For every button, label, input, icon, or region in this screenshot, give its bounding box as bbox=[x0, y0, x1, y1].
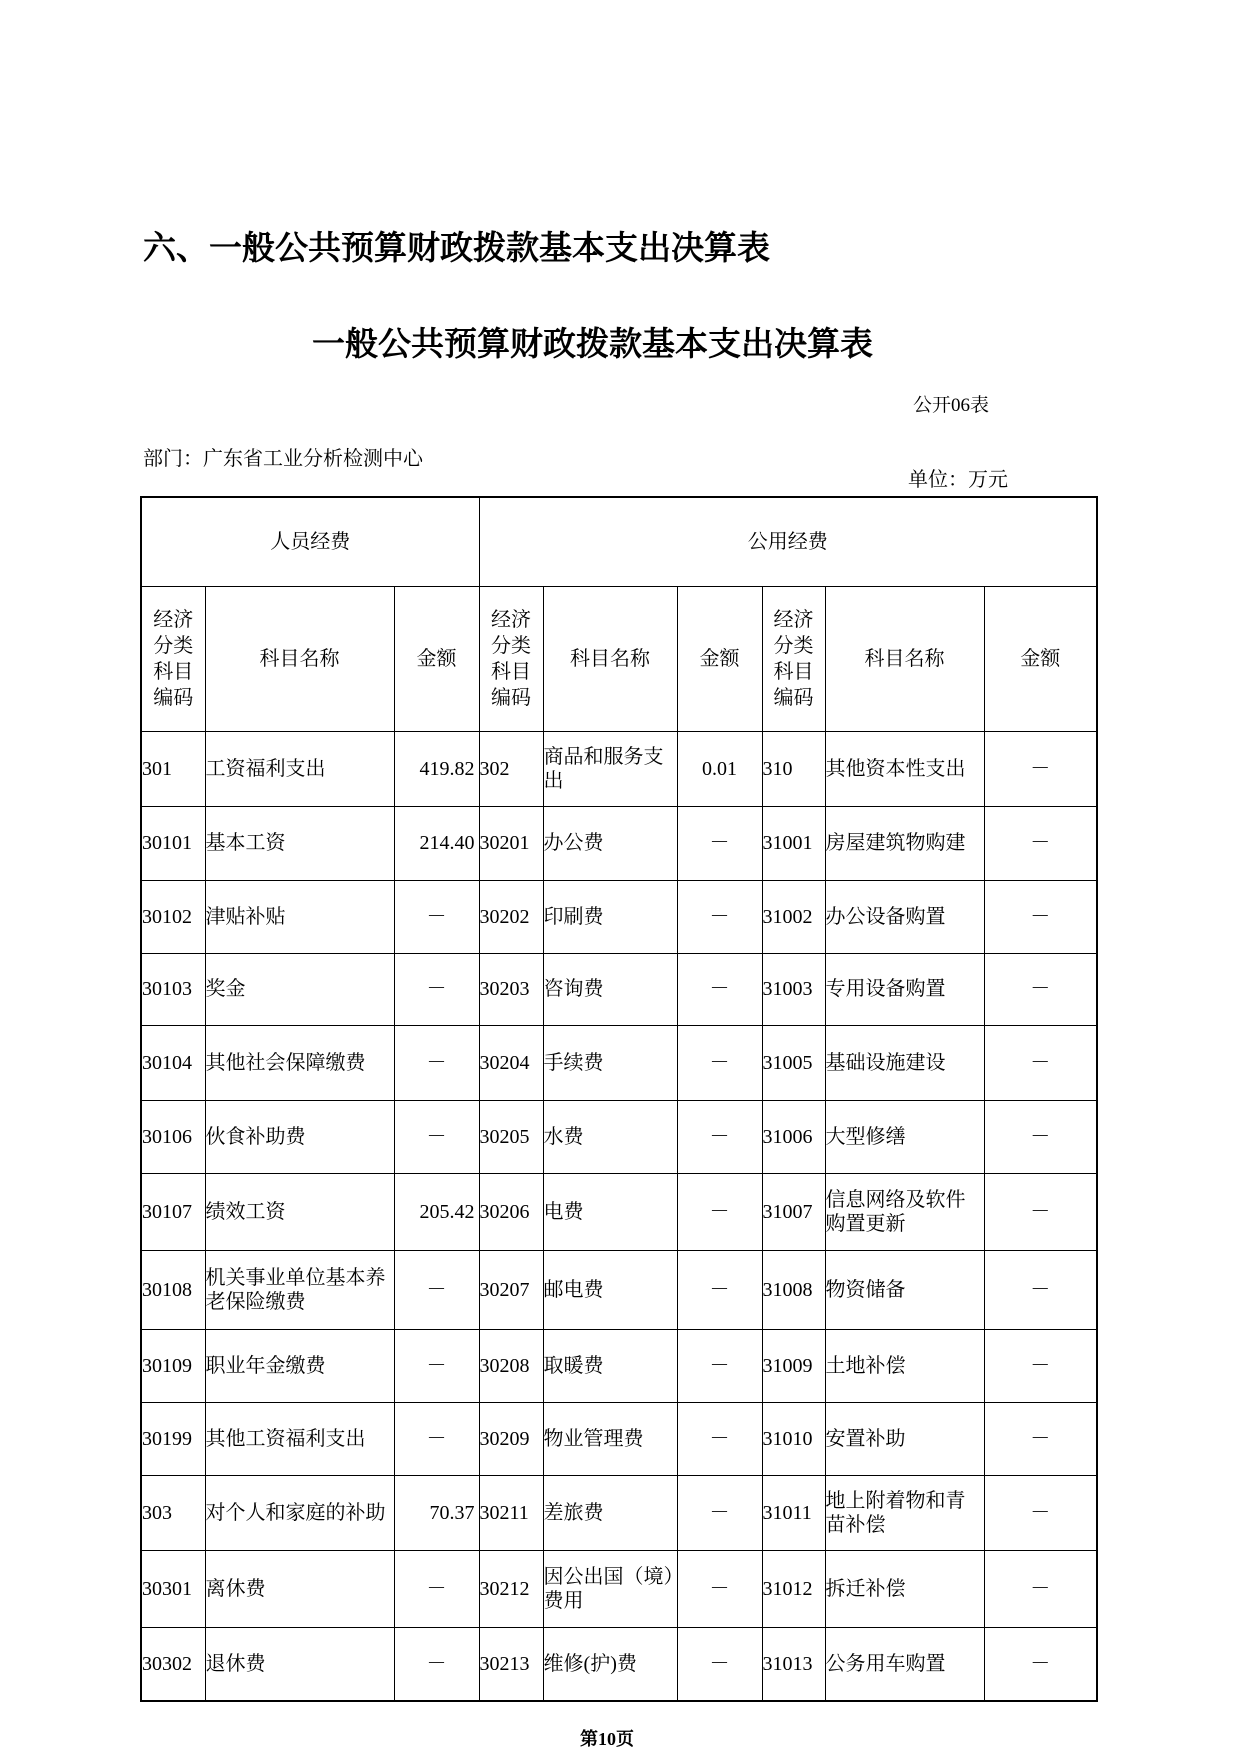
public-b-amount-cell: － bbox=[984, 1329, 1097, 1402]
public-b-name-cell: 专用设备购置 bbox=[825, 953, 984, 1025]
personnel-name-cell: 津贴补贴 bbox=[205, 880, 394, 953]
personnel-code-cell: 30102 bbox=[141, 880, 205, 953]
personnel-name-cell: 离休费 bbox=[205, 1550, 394, 1627]
public-b-name-cell: 信息网络及软件购置更新 bbox=[825, 1173, 984, 1250]
public-b-amount-cell: － bbox=[984, 731, 1097, 806]
table-row bbox=[141, 1402, 1097, 1475]
public-a-amount-cell: － bbox=[677, 1550, 762, 1627]
code-column-header bbox=[762, 586, 825, 731]
personnel-code-cell: 30103 bbox=[141, 953, 205, 1025]
public-b-name-cell: 基础设施建设 bbox=[825, 1025, 984, 1100]
public-b-name-cell: 其他资本性支出 bbox=[825, 731, 984, 806]
page-number: 第10页 bbox=[580, 1729, 634, 1749]
personnel-code-cell: 30302 bbox=[141, 1627, 205, 1701]
public-a-name-cell: 办公费 bbox=[543, 806, 677, 880]
personnel-amount-cell: － bbox=[394, 1100, 479, 1173]
public-a-code-cell: 30203 bbox=[479, 953, 543, 1025]
public-b-code-cell: 31001 bbox=[762, 806, 825, 880]
public-a-name-cell: 维修(护)费 bbox=[543, 1627, 677, 1701]
public-b-amount-cell: － bbox=[984, 1475, 1097, 1550]
public-b-code-cell: 31003 bbox=[762, 953, 825, 1025]
personnel-code-cell: 30108 bbox=[141, 1250, 205, 1329]
public-b-amount-cell: － bbox=[984, 1025, 1097, 1100]
public-b-code-cell: 31011 bbox=[762, 1475, 825, 1550]
public-b-code-cell: 31007 bbox=[762, 1173, 825, 1250]
personnel-code-cell: 30104 bbox=[141, 1025, 205, 1100]
public-a-name-cell: 水费 bbox=[543, 1100, 677, 1173]
personnel-amount-cell: － bbox=[394, 953, 479, 1025]
department-label: 部门：广东省工业分析检测中心 bbox=[143, 448, 423, 470]
public-a-code-cell: 30207 bbox=[479, 1250, 543, 1329]
public-b-code-cell: 31010 bbox=[762, 1402, 825, 1475]
public-a-amount-cell: － bbox=[677, 1402, 762, 1475]
public-a-name-cell: 印刷费 bbox=[543, 880, 677, 953]
public-a-code-cell: 30202 bbox=[479, 880, 543, 953]
code-column-header bbox=[479, 586, 543, 731]
public-a-amount-cell: － bbox=[677, 1250, 762, 1329]
table-row bbox=[141, 1025, 1097, 1100]
public-a-code-cell: 302 bbox=[479, 731, 543, 806]
public-a-code-cell: 30201 bbox=[479, 806, 543, 880]
amount-column-header: 金额 bbox=[984, 586, 1097, 731]
column-header-row bbox=[141, 586, 1097, 731]
personnel-code-cell: 301 bbox=[141, 731, 205, 806]
public-a-name-cell: 物业管理费 bbox=[543, 1402, 677, 1475]
personnel-amount-cell: － bbox=[394, 1329, 479, 1402]
public-a-name-cell: 咨询费 bbox=[543, 953, 677, 1025]
public-a-code-cell: 30209 bbox=[479, 1402, 543, 1475]
public-a-amount-cell: － bbox=[677, 1100, 762, 1173]
table-body bbox=[141, 731, 1097, 1701]
personnel-name-cell: 其他社会保障缴费 bbox=[205, 1025, 394, 1100]
table-title: 一般公共预算财政拨款基本支出决算表 bbox=[312, 324, 873, 363]
public-b-name-cell: 拆迁补偿 bbox=[825, 1550, 984, 1627]
personnel-amount-cell: － bbox=[394, 1025, 479, 1100]
personnel-code-cell: 30101 bbox=[141, 806, 205, 880]
personnel-name-cell: 伙食补助费 bbox=[205, 1100, 394, 1173]
table-row bbox=[141, 1475, 1097, 1550]
amount-column-header: 金额 bbox=[394, 586, 479, 731]
table-row bbox=[141, 1250, 1097, 1329]
personnel-name-cell: 工资福利支出 bbox=[205, 731, 394, 806]
public-b-code-cell: 31006 bbox=[762, 1100, 825, 1173]
personnel-amount-cell: 214.40 bbox=[394, 806, 479, 880]
table-row bbox=[141, 731, 1097, 806]
public-b-name-cell: 地上附着物和青苗补偿 bbox=[825, 1475, 984, 1550]
name-column-header: 科目名称 bbox=[205, 586, 394, 731]
table-row bbox=[141, 1173, 1097, 1250]
table-row bbox=[141, 880, 1097, 953]
public-a-amount-cell: － bbox=[677, 1627, 762, 1701]
public-b-name-cell: 房屋建筑物购建 bbox=[825, 806, 984, 880]
personnel-amount-cell: 205.42 bbox=[394, 1173, 479, 1250]
amount-column-header: 金额 bbox=[677, 586, 762, 731]
table-row bbox=[141, 1627, 1097, 1701]
public-b-name-cell: 安置补助 bbox=[825, 1402, 984, 1475]
public-b-amount-cell: － bbox=[984, 880, 1097, 953]
code-column-label: 经济分类科目编码 bbox=[153, 608, 194, 709]
public-b-name-cell: 大型修缮 bbox=[825, 1100, 984, 1173]
personnel-name-cell: 对个人和家庭的补助 bbox=[205, 1475, 394, 1550]
public-group-header: 公用经费 bbox=[479, 497, 1097, 586]
section-heading: 六、一般公共预算财政拨款基本支出决算表 bbox=[143, 228, 770, 267]
code-column-header bbox=[141, 586, 205, 731]
personnel-amount-cell: － bbox=[394, 1250, 479, 1329]
personnel-group-header: 人员经费 bbox=[141, 497, 479, 586]
personnel-amount-cell: － bbox=[394, 1550, 479, 1627]
public-a-name-cell: 电费 bbox=[543, 1173, 677, 1250]
personnel-name-cell: 机关事业单位基本养老保险缴费 bbox=[205, 1250, 394, 1329]
public-a-amount-cell: － bbox=[677, 1329, 762, 1402]
personnel-amount-cell: 419.82 bbox=[394, 731, 479, 806]
public-b-code-cell: 31002 bbox=[762, 880, 825, 953]
public-a-amount-cell: － bbox=[677, 1475, 762, 1550]
public-a-code-cell: 30208 bbox=[479, 1329, 543, 1402]
personnel-code-cell: 30107 bbox=[141, 1173, 205, 1250]
personnel-code-cell: 30199 bbox=[141, 1402, 205, 1475]
public-b-amount-cell: － bbox=[984, 953, 1097, 1025]
personnel-amount-cell: － bbox=[394, 1627, 479, 1701]
public-a-amount-cell: － bbox=[677, 806, 762, 880]
public-a-amount-cell: － bbox=[677, 1173, 762, 1250]
public-a-amount-cell: 0.01 bbox=[677, 731, 762, 806]
public-b-amount-cell: － bbox=[984, 1100, 1097, 1173]
public-a-name-cell: 手续费 bbox=[543, 1025, 677, 1100]
public-a-amount-cell: － bbox=[677, 953, 762, 1025]
personnel-amount-cell: － bbox=[394, 880, 479, 953]
public-a-name-cell: 差旅费 bbox=[543, 1475, 677, 1550]
name-column-header: 科目名称 bbox=[543, 586, 677, 731]
public-a-code-cell: 30212 bbox=[479, 1550, 543, 1627]
public-a-code-cell: 30213 bbox=[479, 1627, 543, 1701]
public-b-code-cell: 310 bbox=[762, 731, 825, 806]
budget-table bbox=[140, 496, 1098, 1702]
personnel-name-cell: 退休费 bbox=[205, 1627, 394, 1701]
code-column-label: 经济分类科目编码 bbox=[491, 608, 532, 709]
public-b-code-cell: 31005 bbox=[762, 1025, 825, 1100]
table-row bbox=[141, 1550, 1097, 1627]
name-column-header: 科目名称 bbox=[825, 586, 984, 731]
personnel-code-cell: 303 bbox=[141, 1475, 205, 1550]
personnel-code-cell: 30301 bbox=[141, 1550, 205, 1627]
personnel-name-cell: 职业年金缴费 bbox=[205, 1329, 394, 1402]
personnel-name-cell: 其他工资福利支出 bbox=[205, 1402, 394, 1475]
table-row bbox=[141, 1329, 1097, 1402]
public-a-code-cell: 30204 bbox=[479, 1025, 543, 1100]
public-a-name-cell: 邮电费 bbox=[543, 1250, 677, 1329]
personnel-code-cell: 30109 bbox=[141, 1329, 205, 1402]
public-b-amount-cell: － bbox=[984, 1173, 1097, 1250]
table-row bbox=[141, 806, 1097, 880]
public-b-amount-cell: － bbox=[984, 806, 1097, 880]
public-a-amount-cell: － bbox=[677, 1025, 762, 1100]
public-a-amount-cell: － bbox=[677, 880, 762, 953]
public-b-code-cell: 31012 bbox=[762, 1550, 825, 1627]
public-b-amount-cell: － bbox=[984, 1627, 1097, 1701]
public-b-name-cell: 物资储备 bbox=[825, 1250, 984, 1329]
public-b-amount-cell: － bbox=[984, 1250, 1097, 1329]
public-b-code-cell: 31013 bbox=[762, 1627, 825, 1701]
code-column-label: 经济分类科目编码 bbox=[773, 608, 814, 709]
group-header-row bbox=[141, 497, 1097, 586]
form-number: 公开06表 bbox=[913, 395, 990, 416]
public-b-amount-cell: － bbox=[984, 1550, 1097, 1627]
personnel-amount-cell: 70.37 bbox=[394, 1475, 479, 1550]
public-b-name-cell: 公务用车购置 bbox=[825, 1627, 984, 1701]
personnel-name-cell: 奖金 bbox=[205, 953, 394, 1025]
personnel-code-cell: 30106 bbox=[141, 1100, 205, 1173]
unit-label: 单位：万元 bbox=[908, 469, 1008, 491]
public-b-code-cell: 31009 bbox=[762, 1329, 825, 1402]
public-b-name-cell: 土地补偿 bbox=[825, 1329, 984, 1402]
table-row bbox=[141, 953, 1097, 1025]
table-row bbox=[141, 1100, 1097, 1173]
public-a-name-cell: 商品和服务支出 bbox=[543, 731, 677, 806]
personnel-amount-cell: － bbox=[394, 1402, 479, 1475]
public-a-code-cell: 30205 bbox=[479, 1100, 543, 1173]
public-a-name-cell: 因公出国（境）费用 bbox=[543, 1550, 677, 1627]
public-b-code-cell: 31008 bbox=[762, 1250, 825, 1329]
personnel-name-cell: 绩效工资 bbox=[205, 1173, 394, 1250]
public-a-code-cell: 30211 bbox=[479, 1475, 543, 1550]
public-a-code-cell: 30206 bbox=[479, 1173, 543, 1250]
personnel-name-cell: 基本工资 bbox=[205, 806, 394, 880]
public-b-name-cell: 办公设备购置 bbox=[825, 880, 984, 953]
public-a-name-cell: 取暖费 bbox=[543, 1329, 677, 1402]
public-b-amount-cell: － bbox=[984, 1402, 1097, 1475]
